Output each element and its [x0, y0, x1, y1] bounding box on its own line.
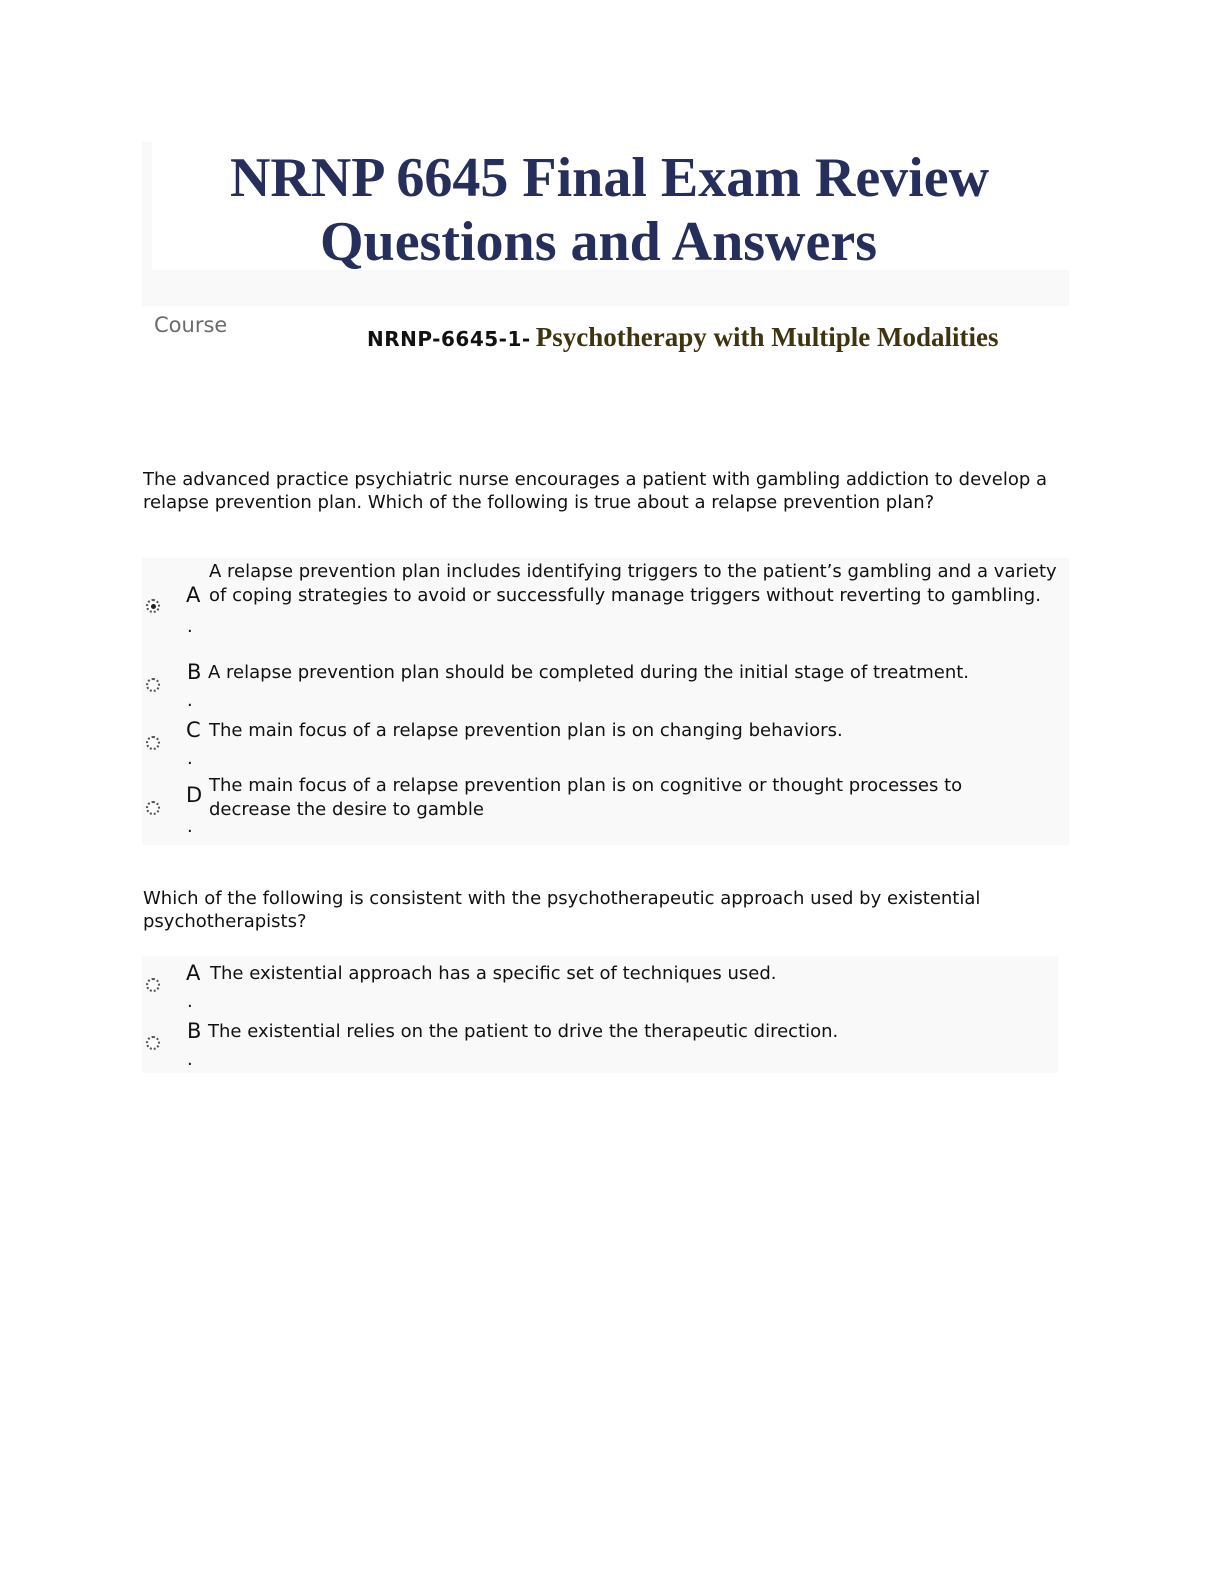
option-letter-q2-b: B	[187, 1019, 202, 1043]
option-letter-q1-d: D	[186, 783, 203, 807]
course-label: Course	[154, 313, 228, 337]
radio-q1-d[interactable]	[146, 801, 160, 815]
title-block	[142, 142, 1069, 306]
option-dot-q1-b: .	[187, 690, 193, 711]
radio-q1-a[interactable]	[146, 599, 160, 613]
option-dot-q1-a: .	[187, 616, 193, 637]
option-letter-q1-b: B	[187, 660, 202, 684]
radio-q2-b[interactable]	[146, 1036, 160, 1050]
option-letter-q1-c: C	[186, 718, 201, 742]
radio-q2-a[interactable]	[146, 978, 160, 992]
option-text-q2-a[interactable]: The existential approach has a specific set of techniques used.	[210, 963, 777, 984]
option-dot-q1-d: .	[187, 816, 193, 837]
document-title-line-2: Questions and Answers	[319, 211, 878, 273]
course-code: NRNP-6645-1-	[367, 327, 531, 351]
option-text-q1-d[interactable]: The main focus of a relapse prevention plan is on cognitive or thought processes to decrease the desire to gamble	[209, 775, 963, 820]
radio-q1-c[interactable]	[146, 736, 160, 750]
option-text-q2-b[interactable]: The existential relies on the patient to drive the therapeutic direction.	[208, 1021, 839, 1042]
course-name: Psychotherapy with Multiple Modalities	[535, 322, 999, 352]
option-dot-q2-b: .	[187, 1049, 193, 1070]
question-1-text: The advanced practice psychiatric nurse encourages a patient with gambling addiction to develop a relapse prevention plan. Which of the following is true about a relapse prevention plan?	[143, 469, 1048, 513]
option-text-q1-a[interactable]: A relapse prevention plan includes identifying triggers to the patient’s gambling and a variety of coping strategies to avoid or successfully manage triggers without reverting to gambling.	[209, 561, 1057, 606]
option-text-q1-c[interactable]: The main focus of a relapse prevention plan is on changing behaviors.	[209, 720, 843, 741]
document-title-line-1: NRNP 6645 Final Exam Review	[229, 147, 990, 209]
option-letter-q1-a: A	[186, 583, 201, 607]
option-dot-q2-a: .	[187, 991, 193, 1012]
option-dot-q1-c: .	[187, 748, 193, 769]
question-2-text: Which of the following is consistent with the psychotherapeutic approach used by existential psychotherapists?	[143, 888, 981, 932]
option-letter-q2-a: A	[186, 961, 201, 985]
course-value	[367, 322, 999, 353]
radio-q1-b[interactable]	[146, 678, 160, 692]
option-text-q1-b[interactable]: A relapse prevention plan should be completed during the initial stage of treatment.	[208, 662, 970, 683]
